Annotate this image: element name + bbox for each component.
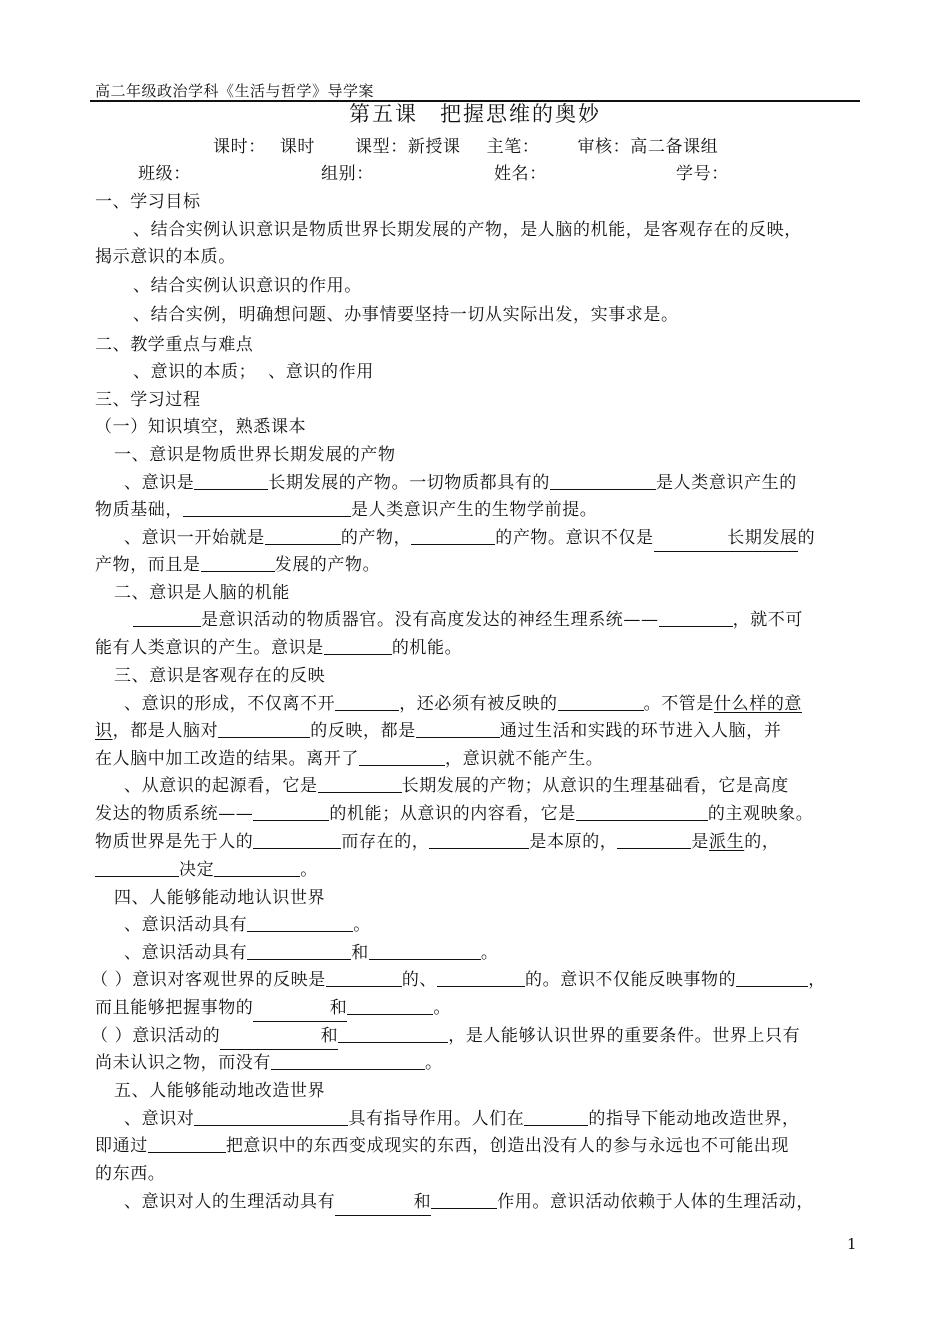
- blank-c3[interactable]: [218, 719, 310, 738]
- blank-d11[interactable]: [271, 1051, 425, 1070]
- blank-d5[interactable]: [437, 968, 525, 987]
- section-heading-goals: 一、学习目标: [95, 192, 201, 212]
- page-title: [0, 98, 950, 128]
- section-heading-keypoints: 二、教学重点与难点: [95, 335, 254, 355]
- lesson-topic: 把握思维的奥妙: [440, 102, 601, 126]
- keypoint-1: 、意识的本质；: [133, 362, 257, 382]
- fill-line-d6: 尚未认识之物，而没有 。: [95, 1053, 443, 1073]
- blank-c2[interactable]: [558, 692, 644, 711]
- blank-d3[interactable]: [369, 941, 481, 960]
- subheading-3: 三、意识是客观存在的反映: [114, 666, 326, 686]
- part-heading-fill: （一）知识填空，熟悉课本: [95, 417, 307, 437]
- blank-c8[interactable]: [576, 802, 708, 821]
- keshi-label: 课时：: [213, 137, 266, 157]
- fill-line-c1: 、意识的形成，不仅离不开 ，还必须有被反映的 。不管是什么样的意: [124, 694, 803, 714]
- blank-d7-with-conjunction[interactable]: 和: [253, 995, 347, 1022]
- fill-line-c4: 、从意识的起源看，它是 长期发展的产物；从意识的生理基础看，它是高度: [124, 776, 789, 796]
- blank-b3[interactable]: [324, 636, 392, 655]
- subheading-5: 五、人能够能动地改造世界: [114, 1081, 326, 1101]
- blank-c7[interactable]: [253, 802, 329, 821]
- review-value: 高二备课组: [630, 137, 719, 157]
- section-heading-process: 三、学习过程: [95, 390, 201, 410]
- blank-d8[interactable]: [347, 996, 433, 1015]
- type-value: 新授课: [407, 137, 461, 157]
- subheading-4: 四、人能够能动地认识世界: [114, 888, 326, 908]
- fill-line-b1: 是意识活动的物质器官。没有高度发达的神经生理系统—— ，就不可: [133, 607, 803, 633]
- review-label: 审核：: [577, 137, 631, 157]
- subheading-2: 二、意识是人脑的机能: [114, 583, 290, 603]
- student-id-label: 学号：: [676, 164, 729, 184]
- blank-a6-filled[interactable]: 长期发展: [654, 525, 798, 552]
- keypoint-2: 、意识的作用: [268, 362, 374, 382]
- goal-1-line-1: 、结合实例认识意识是物质世界长期发展的产物，是人脑的机能，是客观存在的反映，: [133, 220, 802, 240]
- blank-c9[interactable]: [253, 830, 341, 849]
- page-number: 1: [847, 1235, 857, 1253]
- fill-line-c3: 在人脑中加工改造的结果。离开了 ，意识就不能产生。: [95, 749, 604, 769]
- class-label: 班级：: [138, 164, 191, 184]
- goal-3: 、结合实例，明确想问题、办事情要坚持一切从实际出发，实事求是。: [133, 305, 679, 325]
- blank-b2[interactable]: [659, 608, 733, 627]
- blank-e4-with-conjunction[interactable]: 和: [335, 1189, 431, 1216]
- meta-row-course: [213, 134, 718, 160]
- blank-a3[interactable]: [183, 498, 351, 517]
- blank-a5[interactable]: [411, 526, 495, 545]
- fill-line-e3: 的东西。: [95, 1164, 166, 1184]
- blank-c11[interactable]: [617, 830, 691, 849]
- subheading-1: 一、意识是物质世界长期发展的产物: [114, 445, 396, 465]
- fill-line-c7: 决定 。: [95, 857, 318, 883]
- fill-line-a1: 、意识是 长期发展的产物。一切物质都具有的 是人类意识产生的: [124, 473, 797, 493]
- blank-e5[interactable]: [431, 1190, 497, 1209]
- lesson-number: 第五课: [349, 102, 418, 126]
- blank-b1[interactable]: [133, 608, 201, 627]
- blank-e3[interactable]: [148, 1134, 226, 1153]
- fill-line-c5: 发达的物质系统—— 的机能；从意识的内容看，它是 的主观映象。: [95, 804, 814, 824]
- fill-line-a3: 、意识一开始就是 的产物， 的产物。意识不仅是 长期发展的: [124, 525, 815, 552]
- fill-line-e2: 即通过 把意识中的东西变成现实的东西，创造出没有人的参与永远也不可能出现: [95, 1136, 790, 1156]
- fill-line-c2: 识，都是人脑对 的反映，都是 通过生活和实践的环节进入人脑，并: [95, 721, 782, 741]
- blank-c4[interactable]: [416, 719, 500, 738]
- fill-line-a4: 产物，而且是 发展的产物。: [95, 555, 381, 575]
- goal-1-line-2: 揭示意识的本质。: [95, 247, 236, 267]
- blank-d6[interactable]: [736, 968, 808, 987]
- group-label: 组别：: [321, 164, 374, 184]
- blank-c6[interactable]: [318, 774, 402, 793]
- type-label: 课型：: [355, 137, 408, 157]
- blank-e2[interactable]: [524, 1107, 588, 1126]
- fill-line-d1: 、意识活动具有 。: [124, 915, 371, 935]
- keypoints-line: [133, 359, 374, 385]
- blank-c1[interactable]: [335, 692, 399, 711]
- fill-line-d3: （ ）意识对客观世界的反映是 的、 的。意识不仅能反映事物的 ，: [91, 970, 826, 990]
- author-label: 主笔：: [486, 137, 540, 157]
- name-label: 姓名：: [494, 164, 547, 184]
- blank-d9-with-conjunction[interactable]: 和: [220, 1023, 338, 1050]
- blank-d10[interactable]: [338, 1024, 448, 1043]
- fill-line-e4: 、意识对人的生理活动具有 和 作用。意识活动依赖于人体的生理活动，: [124, 1189, 814, 1216]
- blank-d1[interactable]: [247, 913, 353, 932]
- fill-line-d4: 而且能够把握事物的 和 。: [95, 995, 451, 1022]
- blank-d4[interactable]: [326, 968, 402, 987]
- blank-a2[interactable]: [550, 471, 656, 490]
- goal-2: 、结合实例认识意识的作用。: [133, 276, 362, 296]
- blank-c10[interactable]: [429, 830, 529, 849]
- fill-line-a2: 物质基础， 是人类意识产生的生物学前提。: [95, 500, 598, 520]
- fill-line-d2: 、意识活动具有 和 。: [124, 943, 499, 963]
- keshi-value: 课时: [279, 137, 316, 157]
- fill-line-e1: 、意识对 具有指导作用。人们在 的指导下能动地改造世界，: [124, 1109, 800, 1129]
- blank-c12[interactable]: [95, 858, 179, 877]
- fill-line-b2: 能有人类意识的产生。意识是 的机能。: [95, 638, 463, 658]
- blank-c13[interactable]: [214, 858, 300, 877]
- blank-a7[interactable]: [201, 553, 275, 572]
- blank-e1[interactable]: [194, 1107, 348, 1126]
- blank-c5[interactable]: [359, 747, 445, 766]
- running-header: 高二年级政治学科《生活与哲学》导学案: [95, 82, 375, 100]
- fill-line-d5: （ ）意识活动的 和 ，是人能够认识世界的重要条件。世界上只有: [91, 1023, 800, 1050]
- blank-d2[interactable]: [247, 941, 351, 960]
- blank-a4[interactable]: [265, 526, 341, 545]
- blank-a1[interactable]: [194, 471, 268, 490]
- fill-line-c6: 物质世界是先于人的 而存在的， 是本原的， 是派生的，: [95, 832, 780, 852]
